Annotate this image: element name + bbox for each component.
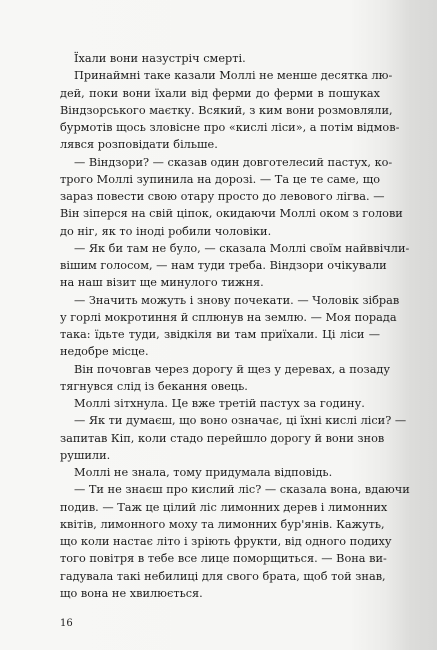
text-line: дей, поки вони їхали від ферми до ферми в пошуках xyxy=(60,86,380,100)
text-line: — Як ти думаєш, що воно означає, ці їхні кислі ліси? — xyxy=(74,414,407,428)
text-line: Моллі не знала, тому придумала відповідь. xyxy=(74,466,333,479)
text-line: Віндзорського маєтку. Всякий, з ким вони розмовляли, xyxy=(60,103,393,117)
text-line: запитав Кіп, коли стадо перейшло дорогу й вони знов xyxy=(60,431,385,445)
text-line: — Значить можуть і знову почекати. — Чоловік зібрав xyxy=(74,293,400,307)
text-line: — Як би там не було, — сказала Моллі своїм найввічли- xyxy=(74,241,410,255)
text-line: що вона не хвилюється. xyxy=(60,586,203,600)
text-line: трого Моллі зупинила на дорозі. — Та це те саме, що xyxy=(60,172,380,186)
text-line: Він зіперся на свій ціпок, окидаючи Моллі оком з голови xyxy=(60,207,403,221)
page-number: 16 xyxy=(60,618,73,629)
text-line: — Віндзори? — сказав один довготелесий пастух, ко- xyxy=(74,155,393,169)
text-line: вішим голосом, — нам туди треба. Віндзори очікували xyxy=(60,259,387,272)
text-line: лявся розповідати більше. xyxy=(60,138,218,152)
text-line: Принаймні таке казали Моллі не менше десятка лю- xyxy=(74,69,393,83)
text-line: Він почовгав через дорогу й щез у деревах, а позаду xyxy=(74,362,391,376)
text-line: Їхали вони назустріч смерті. xyxy=(74,52,246,65)
text-line: бурмотів щось зловісне про «кислі ліси», а потім відмов- xyxy=(60,121,400,134)
text-line: гадувала такі небилиці для свого брата, щоб той знав, xyxy=(60,569,386,583)
text-line: що коли настає літо і зріють фрукти, від одного подиху xyxy=(60,535,392,548)
text-line: до ніг, як то іноді робили чоловіки. xyxy=(60,224,272,238)
text-line: така: їдьте туди, звідкіля ви там приїхали. Ці ліси — xyxy=(60,328,380,341)
text-line: зараз повести свою отару просто до левового лігва. — xyxy=(60,190,385,203)
text-line: рушили. xyxy=(60,448,111,462)
text-line: у горлі мокротиння й сплюнув на землю. — Моя порада xyxy=(60,310,397,324)
text-line: тягнувся слід із бекання овець. xyxy=(60,379,248,393)
text-line: на наш візит ще минулого тижня. xyxy=(60,276,264,290)
text-line: того повітря в тебе все лице поморщиться. — Вона ви- xyxy=(60,552,387,566)
text-line: подив. — Таж це цілий ліс лимонних дерев і лимонних xyxy=(60,500,388,514)
text-line: — Ти не знаєш про кислий ліс? — сказала вона, вдаючи xyxy=(74,483,410,497)
text-line: Моллі зітхнула. Це вже третій пастух за годину. xyxy=(74,397,365,410)
text-line: квітів, лимонного моху та лимонних бур'янів. Кажуть, xyxy=(60,517,385,531)
body-text xyxy=(60,50,410,602)
text-line: недобре місце. xyxy=(60,345,149,359)
